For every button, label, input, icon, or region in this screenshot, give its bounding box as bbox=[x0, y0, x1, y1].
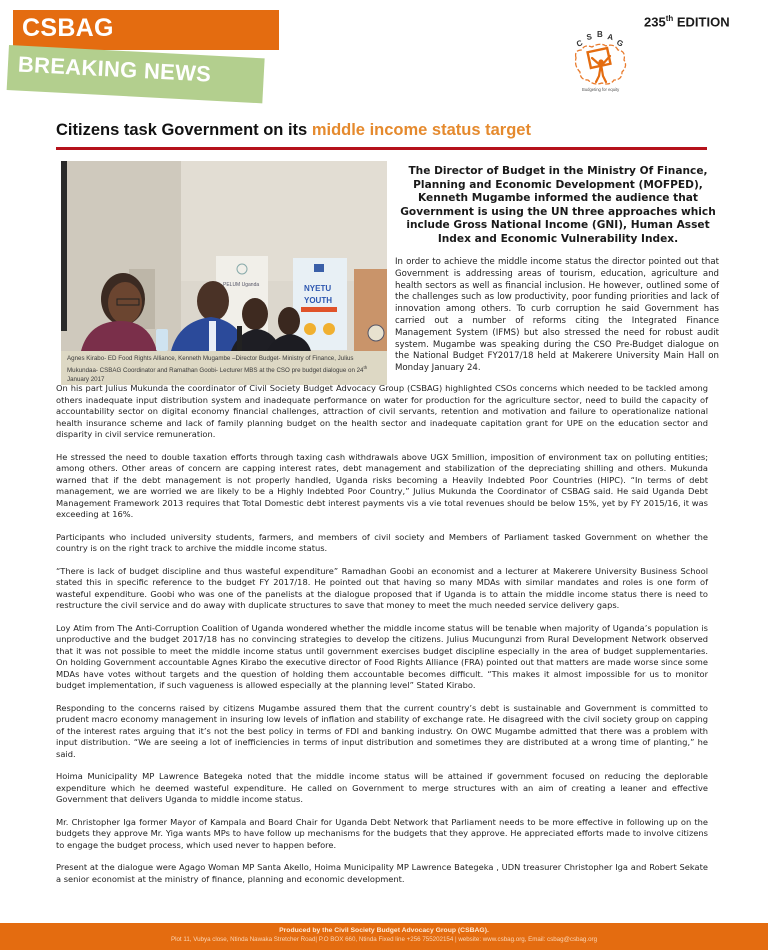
article-intro-paragraph: In order to achieve the middle income status the director pointed out that Government is addressing areas of tourism, education, agriculture and health sectors as well as financial inclusion. He however, outlined some of the challenges such as low productivity, poor funding priorities and lack of innovation among others. To curb corruption he said Government has carried out a number of reforms citing the Integrated Finance Management System (IFMS) but also stressed the need for robust audit system. Mugambe was speaking during the CSO Pre-Budget dialogue on the National Budget FY2017/18 held at Makerere University Main Hall on Monday January 24. bbox=[395, 257, 719, 374]
body-paragraph: Mr. Christopher Iga former Mayor of Kampala and Board Chair for Uganda Debt Network that Parliament needs to be more effective in following up on the budgets they approve Mr. Yiga wants MPs to have follow up mechanisms for the budgets that they approve. He appreciated efforts made to involve citizens to engage the budget process, which used never to happen before. bbox=[56, 816, 708, 850]
brand-name: CSBAG bbox=[22, 14, 114, 42]
body-paragraph: “There is lack of budget discipline and thus wasteful expenditure” Ramadhan Goobi an economist and a lecturer at Makerere University Business School stated this in specific reference to the budget FY 2017/18. He pointed out that having so many MDAs with similar mandates and roles is one form of wasteful expenditure. Goobi who was one of the panelists at the dialogue proposed that if Uganda is to attain the middle income status there is need to restructure the civil service and do away with duplicate structures to save that money to meet the much needed service delivery gaps. bbox=[56, 565, 708, 610]
pelum-banner-text: PELUM Uganda bbox=[223, 282, 260, 288]
breaking-news-label: BREAKING NEWS bbox=[17, 51, 212, 87]
body-paragraph: He stressed the need to double taxation efforts through taxing cash withdrawals above UGX 5million, imposition of environment tax on polluting entities; among others. Other areas of concern are capping interest rates, debt management and stabilization of the depreciating shilling and others. Mukunda warned that if the debt management is not properly handled, Uganda risks becoming a Heavily Indebted Poor Countries (HIPC). “In terms of debt management, we are worried we are likely to be a Highly Indebted Poor Country,” Julius Mukunda the Coordinator of CSBAG said. He said Uganda Debt Management Framework 2013 requires that Total Domestic debt interest payments vis a vie total revenues should be below 15%, yet by FY 2015/16, it was exceeding at 16%. bbox=[56, 451, 708, 519]
svg-text:C: C bbox=[575, 38, 585, 49]
caption-text: Agnes Kirabo- ED Food Rights Alliance, Kenneth Mugambe –Director Budget- Ministry of Finance, Julius Mukundaa- CSBAG Coordinator and Ramathan Goobi- Lecturer MBS at the CSO pre budget dialogue on 24 bbox=[67, 355, 364, 375]
body-paragraph: Present at the dialogue were Agago Woman MP Santa Akello, Hoima Municipality MP Lawrence Bategeka , UDN treasurer Christopher Iga and Robert Sekate a senior economist at the ministry of finance, planning and economic development. bbox=[56, 862, 708, 884]
article-headline bbox=[56, 121, 531, 140]
body-paragraph: Loy Atim from The Anti-Corruption Coalition of Uganda wondered whether the middle income status will be tenable when majority of Uganda’s population is unproductive and the budget 2017/18 has no convincing strategies to develop the citizens. Julius Mucungunzi from Rural Development Network observed that it was not possible to meet the middle income status until government exercises budget discipline especially in the area of budget supplementaries. On holding Government accountable Agnes Kirabo the executive director of Food Rights Alliance (FRA) pointed out that matters are made worse since some MDAs have votes without targets and the question of holding them accountable becomes difficult. “This makes it almost impossible for us to monitor budget implementation, if such vagueness is allowed especially at the planning level” Stated Kirabo. bbox=[56, 622, 708, 690]
body-paragraph: On his part Julius Mukunda the coordinator of Civil Society Budget Advocacy Group (CSBAG) highlighted CSOs concerns which needed to be tackled among others inadequate input distribution system and inadequate performance on water for production for the agriculture sector, need to build the capacity of accountability sector on digital economy financial challenges, attraction of civil servants, retention and motivation and failure to operationalize national health insurance scheme and lack of family planning budget on the health sector and inadequate capitation grant for UPE on the education sector and disparity in civil service remuneration. bbox=[56, 383, 708, 439]
body-paragraph: Participants who included university students, farmers, and members of civil society and Members of Parliament tasked Government on whether the country is on the right track to archive the middle income status. bbox=[56, 531, 708, 553]
article-body bbox=[56, 383, 708, 896]
brand-bar bbox=[13, 10, 279, 50]
edition-suffix: th bbox=[665, 14, 674, 23]
logo-tagline: Budgeting for equity bbox=[582, 87, 620, 92]
panel-discussion-photo bbox=[61, 161, 387, 351]
csbag-logo bbox=[570, 28, 632, 94]
person-holding-frame-logo-icon bbox=[570, 28, 632, 94]
photo-caption bbox=[61, 351, 387, 385]
headline-accent: middle income status target bbox=[311, 121, 531, 139]
svg-text:G: G bbox=[615, 37, 625, 49]
page-footer bbox=[0, 923, 768, 950]
svg-text:YOUTH: YOUTH bbox=[304, 296, 332, 305]
headline-plain: Citizens task Government on its bbox=[56, 121, 312, 139]
edition-label bbox=[644, 14, 730, 29]
article-photo bbox=[61, 161, 387, 385]
svg-text:B: B bbox=[597, 30, 603, 39]
caption-sup: th bbox=[363, 365, 368, 370]
svg-text:A: A bbox=[606, 32, 615, 43]
edition-text: EDITION bbox=[673, 14, 730, 30]
footer-producer: Produced by the Civil Society Budget Advocacy Group (CSBAG). bbox=[279, 927, 489, 934]
edition-number: 235 bbox=[644, 14, 666, 30]
headline-divider bbox=[56, 147, 707, 150]
svg-text:NYETU: NYETU bbox=[304, 284, 332, 293]
breaking-news-banner bbox=[7, 45, 265, 103]
article-lead: The Director of Budget in the Ministry Of Finance, Planning and Economic Development (MOFPED), Kenneth Mugambe informed the audience that Government is using the UN three approaches which include Gross National Income (GNI), Human Asset Index and Economic Vulnerability Index. bbox=[400, 165, 716, 245]
caption-end: January 2017 bbox=[67, 376, 105, 384]
svg-text:S: S bbox=[585, 32, 593, 42]
body-paragraph: Responding to the concerns raised by citizens Mugambe assured them that the current country’s debt is sustainable and Government is committed to prudent macro economy management in insuring low levels of inflation and stability of exchange rate. He disagreed with the civil society group on capping of the interest rates arguing that it’s not the best policy in terms of FDI and banking industry. On OWC Mugambe admitted that there was a problem with input distribution. “We are seeing a lot of inefficiencies in terms of input distribution and sometimes they are distributed at a wrong time of planting,” he said. bbox=[56, 702, 708, 759]
footer-contact: Plot 11, Vubya close, Ntinda Nawaka Stretcher Road| P.O BOX 660, Ntinda Fixed line +256 755202154 | website: www.csbag.org, Email: csbag@csbag.org bbox=[170, 936, 598, 943]
body-paragraph: Hoima Municipality MP Lawrence Bategeka noted that the middle income status will be attained if government focused on reducing the deplorable expenditure which he deemed wasteful expenditure. He called on Government to merge structures with an aim of creating a leaner and effective Government that delivers Uganda to middle income status. bbox=[56, 771, 708, 804]
